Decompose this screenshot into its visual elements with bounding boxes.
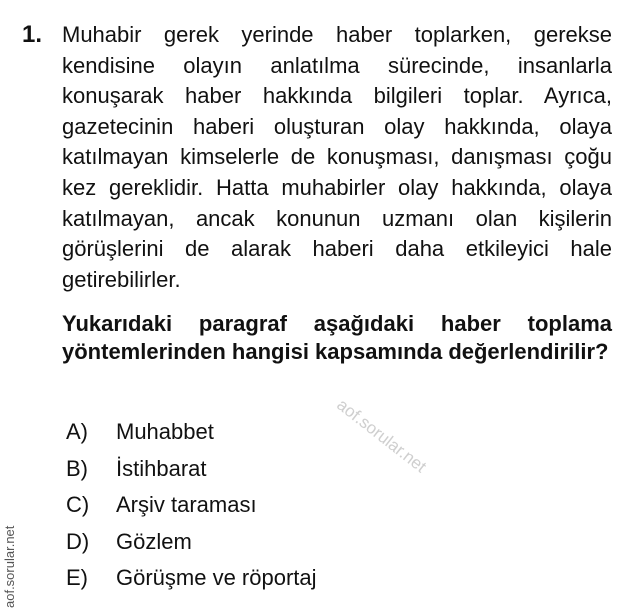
question-prompt: Yukarıdaki paragraf aşağıdaki haber toplama yöntemlerinden hangisi kapsamında değerlendirilir? <box>62 311 612 364</box>
option-letter: C) <box>66 492 90 517</box>
option-c[interactable] <box>66 491 317 528</box>
question-number: 1. <box>22 21 43 48</box>
option-text: Görüşme ve röportaj <box>116 565 317 590</box>
diagonal-watermark: aof.sorular.net <box>333 395 430 477</box>
side-watermark: aof.sorular.net <box>2 525 17 608</box>
option-a[interactable] <box>66 418 317 455</box>
option-letter: D) <box>66 528 90 554</box>
option-b[interactable] <box>66 455 317 492</box>
option-letter: E) <box>66 565 88 590</box>
answer-options <box>66 418 317 601</box>
option-letter: B) <box>66 455 88 481</box>
option-letter: A) <box>66 419 88 444</box>
option-e[interactable] <box>66 564 317 601</box>
option-text: Arşiv taraması <box>116 492 257 517</box>
option-d[interactable] <box>66 528 317 565</box>
question-passage: Muhabir gerek yerinde haber toplarken, gerekse kendisine olayın anlatılma sürecinde, insanlarla konuşarak haber hakkında bilgileri toplar. Ayrıca, gazetecinin haberi oluşturan olay hakkında, olaya katılmayan kimselerle de konuşması, danışması çoğu kez gereklidir. Hatta muhabirler olay hakkında, olaya katılmayan, ancak konunun uzmanı olan kişilerin görüşlerini de alarak haberi daha etkileyici hale getirebilirler. <box>62 22 612 292</box>
option-text: Muhabbet <box>116 419 214 444</box>
option-text: İstihbarat <box>116 455 207 481</box>
option-text: Gözlem <box>116 528 192 554</box>
